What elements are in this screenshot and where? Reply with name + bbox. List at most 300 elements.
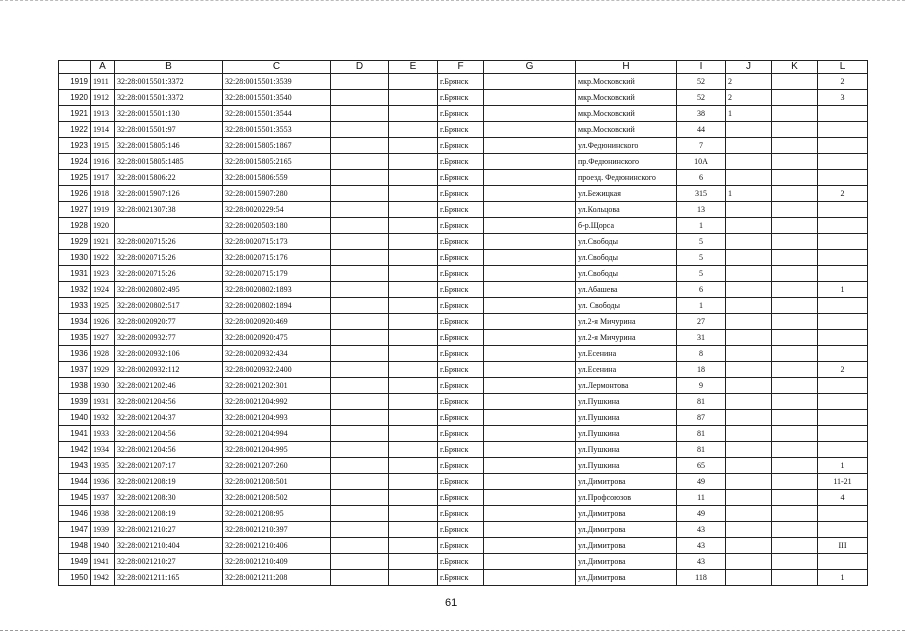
cell-i[interactable]: 44: [677, 122, 726, 138]
cell-f[interactable]: г.Брянск: [438, 522, 484, 538]
cell-j[interactable]: [726, 570, 772, 586]
row-number[interactable]: 1932: [59, 282, 91, 298]
cell-b[interactable]: 32:28:0021204:56: [115, 426, 223, 442]
row-number[interactable]: 1939: [59, 394, 91, 410]
cell-a[interactable]: 1935: [91, 458, 115, 474]
cell-a[interactable]: 1913: [91, 106, 115, 122]
cell-k[interactable]: [772, 554, 818, 570]
cell-l[interactable]: 1: [818, 458, 868, 474]
cell-b[interactable]: 32:28:0015501:97: [115, 122, 223, 138]
row-number[interactable]: 1926: [59, 186, 91, 202]
cell-i[interactable]: 81: [677, 426, 726, 442]
cell-j[interactable]: [726, 394, 772, 410]
cell-j[interactable]: [726, 410, 772, 426]
cell-i[interactable]: 43: [677, 554, 726, 570]
cell-g[interactable]: [484, 154, 576, 170]
column-header-k[interactable]: K: [772, 61, 818, 74]
cell-d[interactable]: [331, 442, 389, 458]
cell-c[interactable]: 32:28:0021210:409: [223, 554, 331, 570]
cell-b[interactable]: 32:28:0021204:56: [115, 442, 223, 458]
cell-b[interactable]: 32:28:0021210:27: [115, 522, 223, 538]
row-number[interactable]: 1949: [59, 554, 91, 570]
cell-j[interactable]: [726, 490, 772, 506]
cell-l[interactable]: [818, 410, 868, 426]
cell-d[interactable]: [331, 362, 389, 378]
cell-c[interactable]: 32:28:0021204:992: [223, 394, 331, 410]
row-number[interactable]: 1943: [59, 458, 91, 474]
cell-b[interactable]: 32:28:0020920:77: [115, 314, 223, 330]
cell-i[interactable]: 65: [677, 458, 726, 474]
cell-a[interactable]: 1936: [91, 474, 115, 490]
column-header-l[interactable]: L: [818, 61, 868, 74]
cell-e[interactable]: [389, 506, 438, 522]
cell-j[interactable]: [726, 474, 772, 490]
cell-f[interactable]: г.Брянск: [438, 122, 484, 138]
cell-d[interactable]: [331, 394, 389, 410]
cell-e[interactable]: [389, 314, 438, 330]
cell-g[interactable]: [484, 282, 576, 298]
cell-j[interactable]: [726, 266, 772, 282]
cell-g[interactable]: [484, 538, 576, 554]
cell-a[interactable]: 1930: [91, 378, 115, 394]
cell-f[interactable]: г.Брянск: [438, 282, 484, 298]
cell-l[interactable]: 1: [818, 282, 868, 298]
cell-g[interactable]: [484, 90, 576, 106]
cell-i[interactable]: 5: [677, 266, 726, 282]
cell-c[interactable]: 32:28:0015907:280: [223, 186, 331, 202]
cell-g[interactable]: [484, 266, 576, 282]
cell-c[interactable]: 32:28:0020503:180: [223, 218, 331, 234]
cell-i[interactable]: 27: [677, 314, 726, 330]
cell-a[interactable]: 1918: [91, 186, 115, 202]
cell-d[interactable]: [331, 234, 389, 250]
cell-k[interactable]: [772, 122, 818, 138]
cell-i[interactable]: 49: [677, 506, 726, 522]
cell-c[interactable]: 32:28:0020802:1894: [223, 298, 331, 314]
cell-g[interactable]: [484, 570, 576, 586]
row-number[interactable]: 1938: [59, 378, 91, 394]
cell-h[interactable]: ул.Есенина: [576, 346, 677, 362]
cell-k[interactable]: [772, 538, 818, 554]
cell-h[interactable]: ул.Свободы: [576, 266, 677, 282]
cell-i[interactable]: 9: [677, 378, 726, 394]
row-number[interactable]: 1924: [59, 154, 91, 170]
cell-f[interactable]: г.Брянск: [438, 90, 484, 106]
cell-l[interactable]: [818, 314, 868, 330]
cell-j[interactable]: [726, 298, 772, 314]
cell-g[interactable]: [484, 218, 576, 234]
cell-c[interactable]: 32:28:0015806:559: [223, 170, 331, 186]
cell-e[interactable]: [389, 218, 438, 234]
cell-f[interactable]: г.Брянск: [438, 138, 484, 154]
cell-i[interactable]: 81: [677, 394, 726, 410]
cell-i[interactable]: 81: [677, 442, 726, 458]
cell-l[interactable]: [818, 426, 868, 442]
row-number[interactable]: 1948: [59, 538, 91, 554]
cell-d[interactable]: [331, 554, 389, 570]
cell-a[interactable]: 1912: [91, 90, 115, 106]
row-number[interactable]: 1944: [59, 474, 91, 490]
cell-k[interactable]: [772, 442, 818, 458]
cell-l[interactable]: [818, 266, 868, 282]
cell-b[interactable]: 32:28:0020715:26: [115, 250, 223, 266]
cell-d[interactable]: [331, 138, 389, 154]
cell-j[interactable]: [726, 538, 772, 554]
cell-f[interactable]: г.Брянск: [438, 458, 484, 474]
cell-c[interactable]: 32:28:0020229:54: [223, 202, 331, 218]
cell-j[interactable]: [726, 314, 772, 330]
cell-k[interactable]: [772, 138, 818, 154]
row-number[interactable]: 1941: [59, 426, 91, 442]
cell-h[interactable]: мкр.Московский: [576, 74, 677, 90]
cell-k[interactable]: [772, 90, 818, 106]
cell-f[interactable]: г.Брянск: [438, 186, 484, 202]
row-number[interactable]: 1940: [59, 410, 91, 426]
cell-i[interactable]: 118: [677, 570, 726, 586]
cell-a[interactable]: 1939: [91, 522, 115, 538]
cell-b[interactable]: 32:28:0020802:517: [115, 298, 223, 314]
cell-b[interactable]: 32:28:0020932:112: [115, 362, 223, 378]
cell-j[interactable]: 1: [726, 106, 772, 122]
cell-j[interactable]: [726, 234, 772, 250]
cell-d[interactable]: [331, 346, 389, 362]
cell-b[interactable]: 32:28:0021202:46: [115, 378, 223, 394]
cell-l[interactable]: [818, 442, 868, 458]
cell-i[interactable]: 38: [677, 106, 726, 122]
cell-j[interactable]: [726, 122, 772, 138]
cell-h[interactable]: ул.Свободы: [576, 250, 677, 266]
cell-d[interactable]: [331, 90, 389, 106]
cell-b[interactable]: 32:28:0020932:106: [115, 346, 223, 362]
cell-h[interactable]: ул.Пушкина: [576, 426, 677, 442]
cell-j[interactable]: [726, 554, 772, 570]
row-number[interactable]: 1933: [59, 298, 91, 314]
cell-j[interactable]: [726, 282, 772, 298]
cell-j[interactable]: [726, 170, 772, 186]
cell-g[interactable]: [484, 250, 576, 266]
cell-c[interactable]: 32:28:0020802:1893: [223, 282, 331, 298]
cell-c[interactable]: 32:28:0021210:397: [223, 522, 331, 538]
cell-d[interactable]: [331, 426, 389, 442]
cell-a[interactable]: 1933: [91, 426, 115, 442]
cell-b[interactable]: 32:28:0021207:17: [115, 458, 223, 474]
cell-a[interactable]: 1927: [91, 330, 115, 346]
cell-g[interactable]: [484, 298, 576, 314]
cell-j[interactable]: [726, 506, 772, 522]
cell-c[interactable]: 32:28:0015805:1867: [223, 138, 331, 154]
cell-a[interactable]: 1921: [91, 234, 115, 250]
cell-c[interactable]: 32:28:0015501:3544: [223, 106, 331, 122]
cell-k[interactable]: [772, 362, 818, 378]
cell-l[interactable]: [818, 138, 868, 154]
cell-g[interactable]: [484, 202, 576, 218]
cell-a[interactable]: 1920: [91, 218, 115, 234]
cell-h[interactable]: мкр.Московский: [576, 122, 677, 138]
cell-b[interactable]: 32:28:0021307:38: [115, 202, 223, 218]
cell-f[interactable]: г.Брянск: [438, 74, 484, 90]
row-number[interactable]: 1921: [59, 106, 91, 122]
cell-a[interactable]: 1919: [91, 202, 115, 218]
cell-g[interactable]: [484, 346, 576, 362]
cell-i[interactable]: 49: [677, 474, 726, 490]
cell-b[interactable]: 32:28:0021210:27: [115, 554, 223, 570]
cell-e[interactable]: [389, 282, 438, 298]
cell-i[interactable]: 52: [677, 90, 726, 106]
cell-d[interactable]: [331, 186, 389, 202]
cell-g[interactable]: [484, 522, 576, 538]
cell-g[interactable]: [484, 138, 576, 154]
cell-l[interactable]: 2: [818, 362, 868, 378]
row-number[interactable]: 1936: [59, 346, 91, 362]
cell-i[interactable]: 6: [677, 170, 726, 186]
cell-k[interactable]: [772, 314, 818, 330]
cell-j[interactable]: [726, 426, 772, 442]
cell-d[interactable]: [331, 106, 389, 122]
column-header-g[interactable]: G: [484, 61, 576, 74]
row-number[interactable]: 1935: [59, 330, 91, 346]
cell-f[interactable]: г.Брянск: [438, 234, 484, 250]
cell-g[interactable]: [484, 362, 576, 378]
cell-a[interactable]: 1925: [91, 298, 115, 314]
cell-i[interactable]: 315: [677, 186, 726, 202]
cell-f[interactable]: г.Брянск: [438, 394, 484, 410]
cell-k[interactable]: [772, 474, 818, 490]
cell-c[interactable]: 32:28:0015805:2165: [223, 154, 331, 170]
cell-k[interactable]: [772, 330, 818, 346]
cell-l[interactable]: [818, 378, 868, 394]
cell-c[interactable]: 32:28:0020932:434: [223, 346, 331, 362]
cell-b[interactable]: 32:28:0015805:146: [115, 138, 223, 154]
cell-i[interactable]: 8: [677, 346, 726, 362]
cell-e[interactable]: [389, 266, 438, 282]
cell-k[interactable]: [772, 202, 818, 218]
cell-i[interactable]: 6: [677, 282, 726, 298]
cell-c[interactable]: 32:28:0021207:260: [223, 458, 331, 474]
cell-b[interactable]: 32:28:0021210:404: [115, 538, 223, 554]
cell-g[interactable]: [484, 106, 576, 122]
cell-k[interactable]: [772, 394, 818, 410]
cell-h[interactable]: ул.Абашева: [576, 282, 677, 298]
cell-d[interactable]: [331, 202, 389, 218]
cell-k[interactable]: [772, 346, 818, 362]
cell-l[interactable]: [818, 122, 868, 138]
cell-b[interactable]: 32:28:0020715:26: [115, 234, 223, 250]
cell-d[interactable]: [331, 522, 389, 538]
cell-b[interactable]: 32:28:0020715:26: [115, 266, 223, 282]
cell-g[interactable]: [484, 186, 576, 202]
row-number[interactable]: 1920: [59, 90, 91, 106]
cell-c[interactable]: 32:28:0015501:3539: [223, 74, 331, 90]
cell-c[interactable]: 32:28:0020715:179: [223, 266, 331, 282]
cell-b[interactable]: 32:28:0020932:77: [115, 330, 223, 346]
cell-f[interactable]: г.Брянск: [438, 266, 484, 282]
cell-e[interactable]: [389, 74, 438, 90]
cell-b[interactable]: 32:28:0015805:1485: [115, 154, 223, 170]
cell-l[interactable]: [818, 154, 868, 170]
cell-b[interactable]: 32:28:0015501:3372: [115, 90, 223, 106]
cell-h[interactable]: проезд. Федюнинского: [576, 170, 677, 186]
cell-k[interactable]: [772, 266, 818, 282]
cell-d[interactable]: [331, 378, 389, 394]
row-number[interactable]: 1929: [59, 234, 91, 250]
cell-j[interactable]: [726, 138, 772, 154]
cell-g[interactable]: [484, 458, 576, 474]
cell-d[interactable]: [331, 250, 389, 266]
cell-i[interactable]: 1: [677, 218, 726, 234]
cell-e[interactable]: [389, 234, 438, 250]
cell-l[interactable]: [818, 346, 868, 362]
cell-d[interactable]: [331, 282, 389, 298]
cell-e[interactable]: [389, 554, 438, 570]
cell-h[interactable]: ул.Димитрова: [576, 506, 677, 522]
cell-g[interactable]: [484, 234, 576, 250]
cell-c[interactable]: 32:28:0021210:406: [223, 538, 331, 554]
row-number[interactable]: 1946: [59, 506, 91, 522]
column-header-e[interactable]: E: [389, 61, 438, 74]
cell-l[interactable]: [818, 106, 868, 122]
cell-a[interactable]: 1924: [91, 282, 115, 298]
row-number[interactable]: 1942: [59, 442, 91, 458]
cell-i[interactable]: 18: [677, 362, 726, 378]
cell-a[interactable]: 1934: [91, 442, 115, 458]
cell-d[interactable]: [331, 218, 389, 234]
cell-d[interactable]: [331, 74, 389, 90]
cell-b[interactable]: 32:28:0021211:165: [115, 570, 223, 586]
cell-i[interactable]: 7: [677, 138, 726, 154]
cell-c[interactable]: 32:28:0020715:176: [223, 250, 331, 266]
cell-e[interactable]: [389, 202, 438, 218]
cell-k[interactable]: [772, 410, 818, 426]
cell-a[interactable]: 1929: [91, 362, 115, 378]
cell-f[interactable]: г.Брянск: [438, 250, 484, 266]
cell-f[interactable]: г.Брянск: [438, 490, 484, 506]
cell-i[interactable]: 43: [677, 522, 726, 538]
cell-e[interactable]: [389, 330, 438, 346]
cell-h[interactable]: ул.Пушкина: [576, 458, 677, 474]
cell-b[interactable]: 32:28:0015501:3372: [115, 74, 223, 90]
cell-k[interactable]: [772, 490, 818, 506]
cell-e[interactable]: [389, 250, 438, 266]
cell-h[interactable]: ул.Кольцова: [576, 202, 677, 218]
cell-g[interactable]: [484, 122, 576, 138]
cell-h[interactable]: ул.Бежицкая: [576, 186, 677, 202]
cell-c[interactable]: 32:28:0021202:301: [223, 378, 331, 394]
cell-f[interactable]: г.Брянск: [438, 570, 484, 586]
cell-h[interactable]: ул.2-я Мичурина: [576, 314, 677, 330]
cell-h[interactable]: ул.Профсоюзов: [576, 490, 677, 506]
cell-h[interactable]: ул.Пушкина: [576, 442, 677, 458]
cell-h[interactable]: ул.2-я Мичурина: [576, 330, 677, 346]
cell-i[interactable]: 87: [677, 410, 726, 426]
cell-g[interactable]: [484, 554, 576, 570]
cell-a[interactable]: 1917: [91, 170, 115, 186]
cell-e[interactable]: [389, 138, 438, 154]
cell-a[interactable]: 1932: [91, 410, 115, 426]
cell-a[interactable]: 1938: [91, 506, 115, 522]
cell-i[interactable]: 52: [677, 74, 726, 90]
cell-l[interactable]: [818, 298, 868, 314]
cell-k[interactable]: [772, 522, 818, 538]
cell-d[interactable]: [331, 458, 389, 474]
cell-l[interactable]: [818, 506, 868, 522]
cell-e[interactable]: [389, 362, 438, 378]
cell-k[interactable]: [772, 74, 818, 90]
cell-d[interactable]: [331, 410, 389, 426]
cell-a[interactable]: 1914: [91, 122, 115, 138]
cell-d[interactable]: [331, 330, 389, 346]
cell-f[interactable]: г.Брянск: [438, 474, 484, 490]
cell-l[interactable]: [818, 522, 868, 538]
cell-c[interactable]: 32:28:0020920:469: [223, 314, 331, 330]
cell-b[interactable]: 32:28:0015501:130: [115, 106, 223, 122]
cell-g[interactable]: [484, 490, 576, 506]
cell-b[interactable]: 32:28:0021204:37: [115, 410, 223, 426]
row-number[interactable]: 1919: [59, 74, 91, 90]
column-header-i[interactable]: I: [677, 61, 726, 74]
cell-a[interactable]: 1915: [91, 138, 115, 154]
cell-k[interactable]: [772, 250, 818, 266]
row-number[interactable]: 1930: [59, 250, 91, 266]
cell-j[interactable]: 1: [726, 186, 772, 202]
cell-g[interactable]: [484, 378, 576, 394]
cell-k[interactable]: [772, 186, 818, 202]
cell-e[interactable]: [389, 298, 438, 314]
row-number[interactable]: 1947: [59, 522, 91, 538]
cell-k[interactable]: [772, 458, 818, 474]
cell-k[interactable]: [772, 170, 818, 186]
cell-e[interactable]: [389, 442, 438, 458]
cell-k[interactable]: [772, 106, 818, 122]
cell-h[interactable]: ул.Федюнинского: [576, 138, 677, 154]
cell-l[interactable]: 2: [818, 74, 868, 90]
cell-i[interactable]: 11: [677, 490, 726, 506]
row-number[interactable]: 1925: [59, 170, 91, 186]
cell-e[interactable]: [389, 538, 438, 554]
cell-a[interactable]: 1916: [91, 154, 115, 170]
cell-a[interactable]: 1941: [91, 554, 115, 570]
cell-e[interactable]: [389, 426, 438, 442]
cell-g[interactable]: [484, 426, 576, 442]
cell-a[interactable]: 1923: [91, 266, 115, 282]
cell-f[interactable]: г.Брянск: [438, 202, 484, 218]
row-number[interactable]: 1927: [59, 202, 91, 218]
cell-l[interactable]: [818, 250, 868, 266]
cell-c[interactable]: 32:28:0015501:3540: [223, 90, 331, 106]
cell-c[interactable]: 32:28:0021208:95: [223, 506, 331, 522]
cell-k[interactable]: [772, 506, 818, 522]
cell-g[interactable]: [484, 170, 576, 186]
column-header-c[interactable]: C: [223, 61, 331, 74]
cell-j[interactable]: 2: [726, 74, 772, 90]
cell-e[interactable]: [389, 154, 438, 170]
cell-e[interactable]: [389, 170, 438, 186]
column-header-corner[interactable]: [59, 61, 91, 74]
cell-h[interactable]: ул.Димитрова: [576, 474, 677, 490]
cell-d[interactable]: [331, 506, 389, 522]
cell-c[interactable]: 32:28:0020715:173: [223, 234, 331, 250]
cell-f[interactable]: г.Брянск: [438, 378, 484, 394]
cell-c[interactable]: 32:28:0015501:3553: [223, 122, 331, 138]
cell-j[interactable]: [726, 202, 772, 218]
cell-l[interactable]: [818, 170, 868, 186]
cell-f[interactable]: г.Брянск: [438, 314, 484, 330]
cell-h[interactable]: ул. Свободы: [576, 298, 677, 314]
cell-f[interactable]: г.Брянск: [438, 426, 484, 442]
cell-f[interactable]: г.Брянск: [438, 554, 484, 570]
cell-e[interactable]: [389, 570, 438, 586]
cell-d[interactable]: [331, 570, 389, 586]
cell-j[interactable]: [726, 218, 772, 234]
